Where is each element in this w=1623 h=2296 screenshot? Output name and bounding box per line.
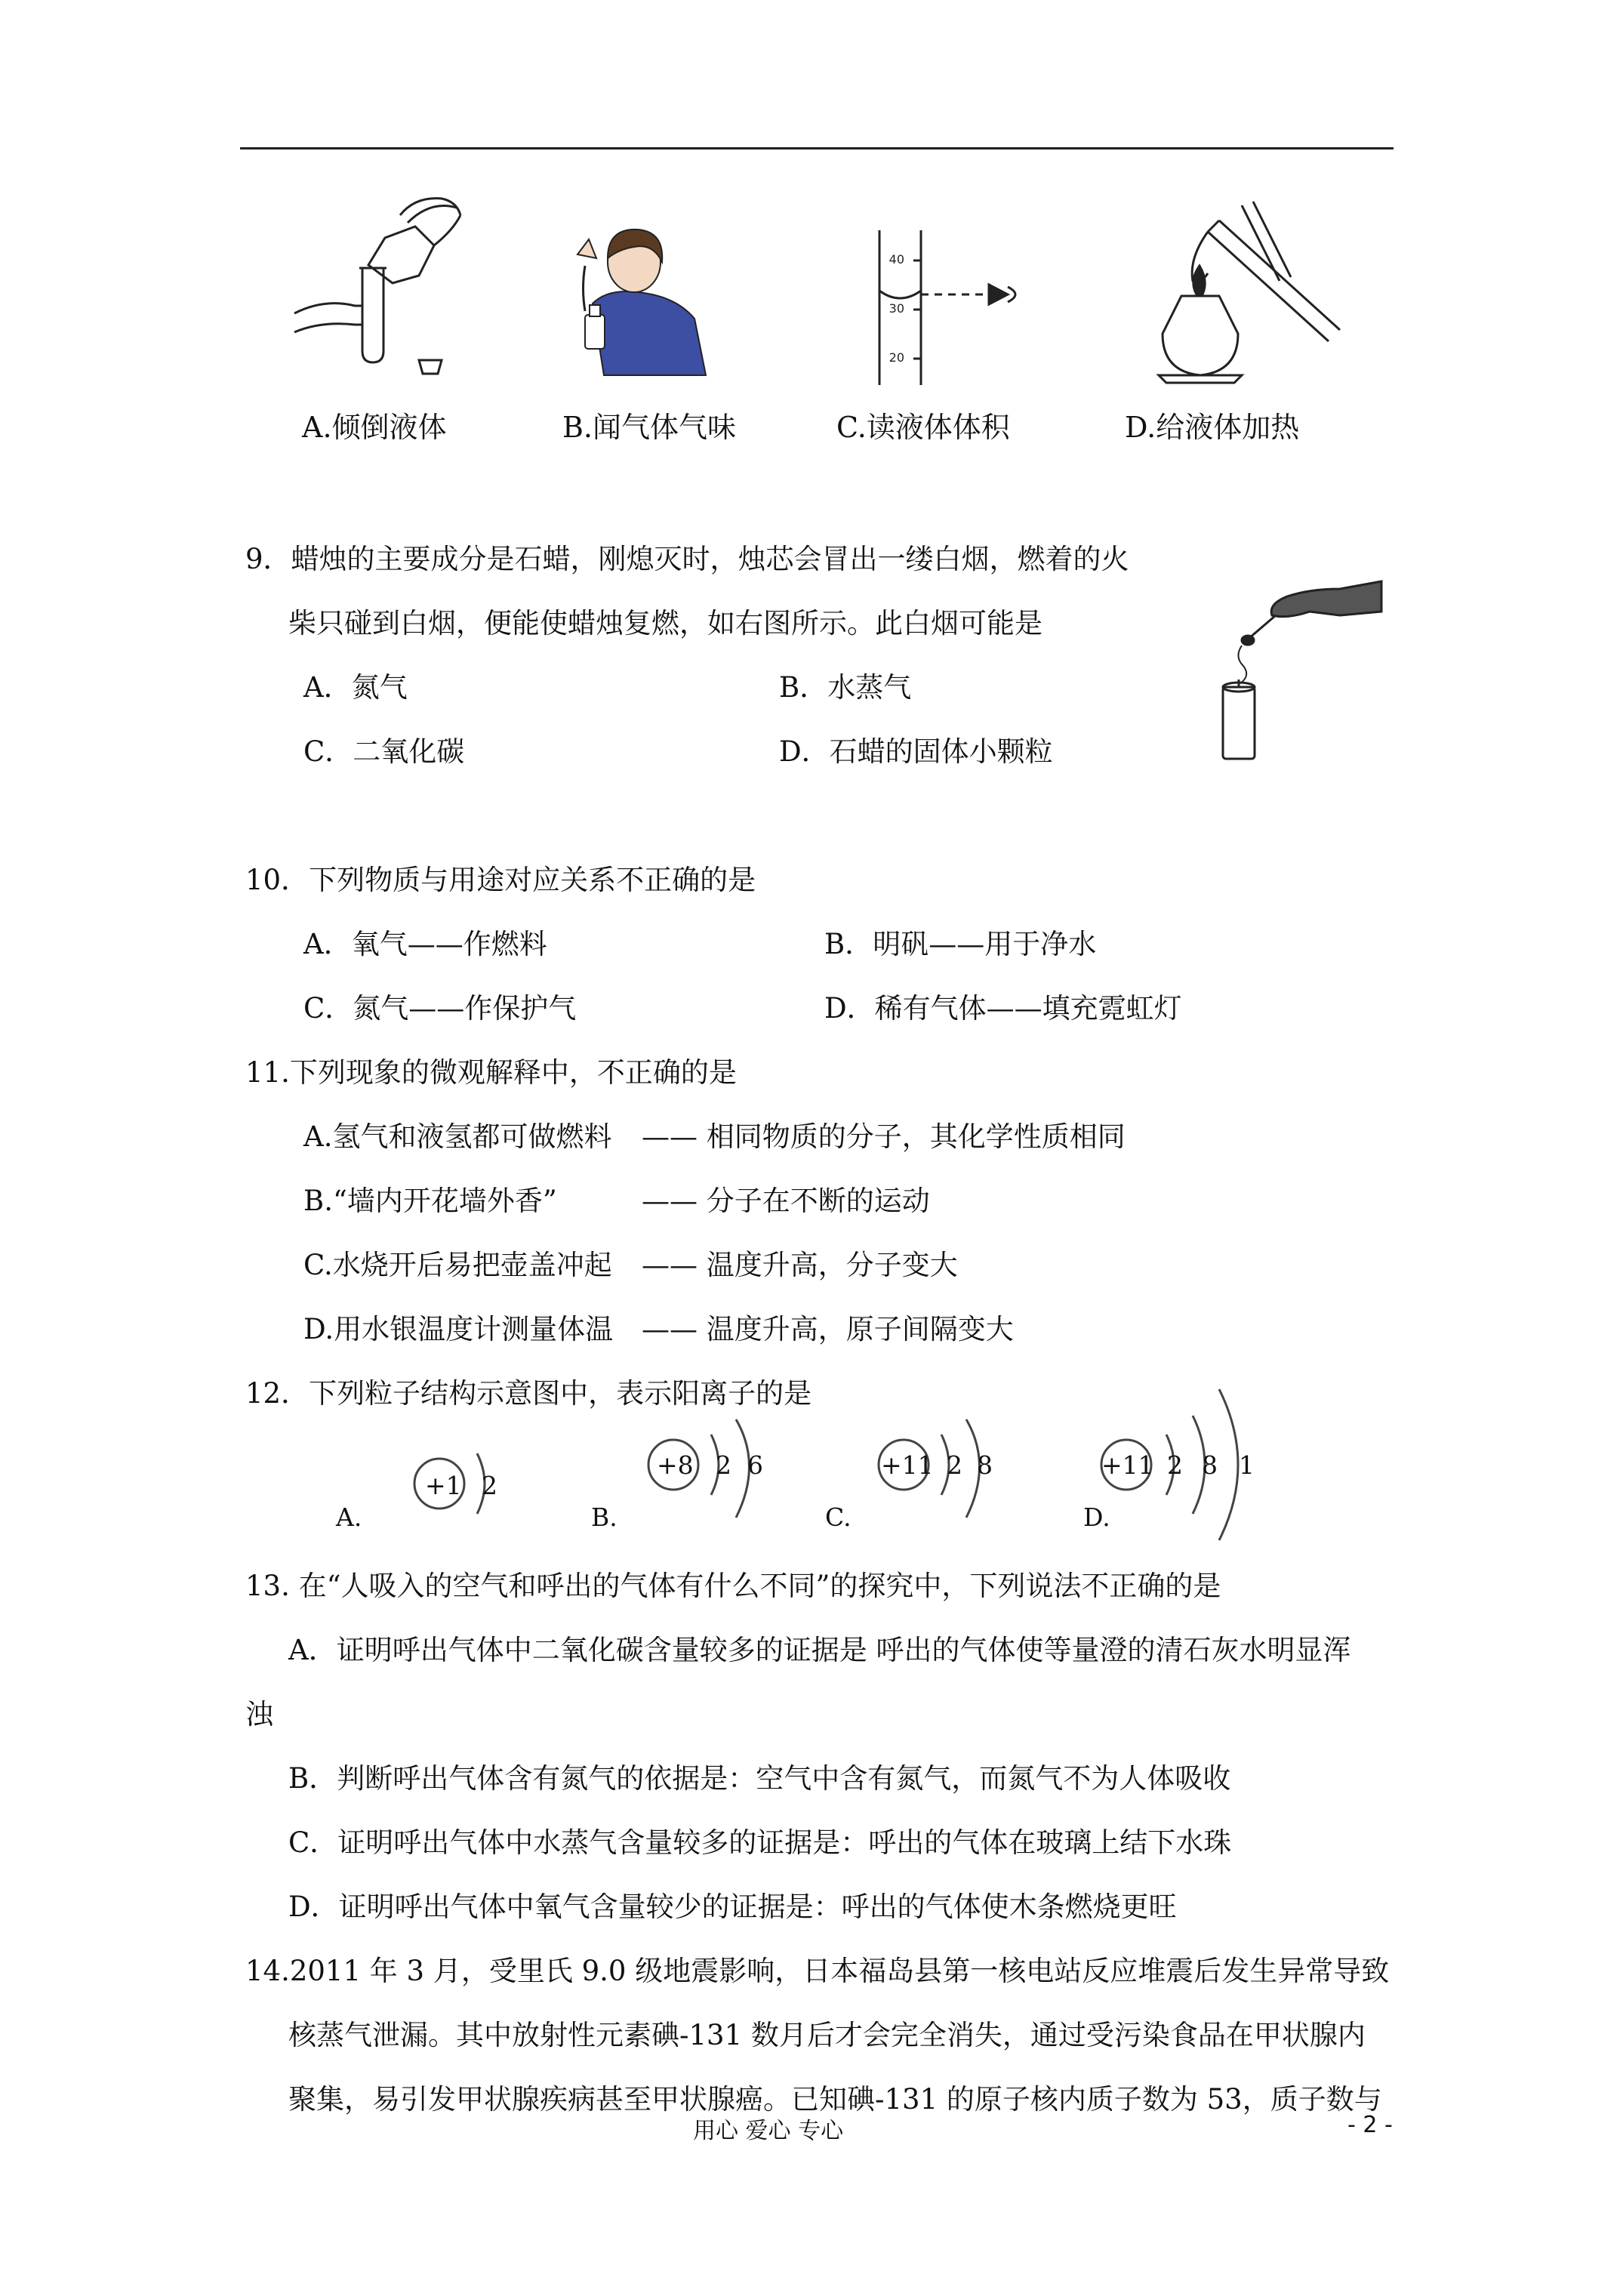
cylinder-tick-20: 20 bbox=[888, 350, 904, 365]
q11-option-b-explanation: —— 分子在不断的运动 bbox=[642, 1185, 930, 1217]
q10-stem: 10．下列物质与用途对应关系不正确的是 bbox=[245, 864, 756, 896]
q9-option-b: B．水蒸气 bbox=[779, 671, 912, 704]
atom-c-shell-1: 2 bbox=[947, 1450, 962, 1480]
page-number: - 2 - bbox=[1347, 2112, 1393, 2138]
q11-option-c-premise: C.水烧开后易把壶盖冲起 bbox=[303, 1249, 612, 1281]
q11-stem: 11.下列现象的微观解释中，不正确的是 bbox=[245, 1056, 737, 1089]
q8-option-a-label: A.倾倒液体 bbox=[302, 411, 447, 444]
atom-a-letter: A. bbox=[336, 1502, 362, 1532]
cylinder-tick-40: 40 bbox=[888, 252, 904, 267]
q8-option-d-label: D.给液体加热 bbox=[1125, 411, 1300, 444]
cylinder-tick-30: 30 bbox=[888, 301, 904, 316]
header-rule bbox=[240, 147, 1394, 149]
q11-option-d-premise: D.用水银温度计测量体温 bbox=[303, 1313, 614, 1345]
q14-line1: 14.2011 年 3 月，受里氏 9.0 级地震影响，日本福岛县第一核电站反应堆震后发生异常导致 bbox=[245, 1955, 1390, 1987]
smelling-gas-illustration bbox=[562, 220, 713, 386]
atom-d-shell-2: 8 bbox=[1202, 1450, 1218, 1480]
atom-c-shell-2: 8 bbox=[977, 1450, 993, 1480]
q13-option-a-line1: A．证明呼出气体中二氧化碳含量较多的证据是 呼出的气体使等量澄的清石灰水明显浑 bbox=[288, 1634, 1351, 1666]
q9-option-c: C．二氧化碳 bbox=[303, 735, 465, 768]
q10-option-d: D．稀有气体——填充霓虹灯 bbox=[824, 992, 1182, 1025]
atom-b-nucleus: +8 bbox=[657, 1450, 694, 1480]
atom-d-nucleus: +11 bbox=[1101, 1450, 1154, 1480]
q11-option-d-explanation: —— 温度升高，原子间隔变大 bbox=[642, 1313, 1014, 1345]
q11-option-a-explanation: —— 相同物质的分子，其化学性质相同 bbox=[642, 1120, 1126, 1153]
atom-d-shell-3: 1 bbox=[1239, 1450, 1255, 1480]
q8-option-b-label: B.闻气体气味 bbox=[562, 411, 737, 444]
q14-line3: 聚集，易引发甲状腺疾病甚至甲状腺癌。已知碘-131 的原子核内质子数为 53，质子数与 bbox=[288, 2083, 1382, 2116]
atom-b-shell-1: 2 bbox=[716, 1450, 731, 1480]
q9-stem-line1: 9．蜡烛的主要成分是石蜡，刚熄灭时，烛芯会冒出一缕白烟，燃着的火 bbox=[245, 543, 1129, 575]
candle-relight-illustration bbox=[1189, 574, 1385, 769]
q11-option-a-premise: A.氢气和液氢都可做燃料 bbox=[303, 1120, 612, 1153]
q11-option-c-explanation: —— 温度升高，分子变大 bbox=[642, 1249, 958, 1281]
q9-option-a: A．氮气 bbox=[303, 671, 408, 704]
q13-stem: 13. 在“人吸入的空气和呼出的气体有什么不同”的探究中，下列说法不正确的是 bbox=[245, 1570, 1221, 1602]
heating-liquid-illustration bbox=[1136, 198, 1347, 393]
q9-stem-line2: 柴只碰到白烟，便能使蜡烛复燃，如右图所示。此白烟可能是 bbox=[288, 607, 1042, 639]
reading-volume-illustration bbox=[876, 230, 1057, 392]
q10-option-a: A．氧气——作燃料 bbox=[303, 928, 547, 960]
atom-a-shell-1: 2 bbox=[482, 1471, 497, 1500]
atom-d-letter: D. bbox=[1083, 1502, 1110, 1532]
atom-d-shell-1: 2 bbox=[1167, 1450, 1183, 1480]
q12-stem: 12．下列粒子结构示意图中，表示阳离子的是 bbox=[245, 1377, 812, 1410]
atom-c-letter: C. bbox=[825, 1502, 852, 1532]
q13-option-c: C．证明呼出气体中水蒸气含量较多的证据是：呼出的气体在玻璃上结下水珠 bbox=[288, 1826, 1232, 1859]
atom-b-letter: B. bbox=[591, 1502, 617, 1532]
q10-option-c: C．氮气——作保护气 bbox=[303, 992, 577, 1025]
q9-option-d: D．石蜡的固体小颗粒 bbox=[779, 735, 1053, 768]
pouring-liquid-illustration bbox=[279, 193, 468, 388]
q13-option-d: D．证明呼出气体中氧气含量较少的证据是：呼出的气体使木条燃烧更旺 bbox=[288, 1891, 1177, 1923]
atom-c-nucleus: +11 bbox=[881, 1450, 934, 1480]
q11-option-b-premise: B.“墙内开花墙外香” bbox=[303, 1185, 557, 1217]
q13-option-b: B．判断呼出气体含有氮气的依据是：空气中含有氮气，而氮气不为人体吸收 bbox=[288, 1762, 1231, 1795]
atom-a-nucleus: +1 bbox=[425, 1471, 462, 1500]
q10-option-b: B．明矾——用于净水 bbox=[824, 928, 1097, 960]
q14-line2: 核蒸气泄漏。其中放射性元素碘-131 数月后才会完全消失，通过受污染食品在甲状腺内 bbox=[288, 2019, 1366, 2051]
footer-motto: 用心 爱心 专心 bbox=[693, 2118, 844, 2144]
atom-b-shell-2: 6 bbox=[747, 1450, 763, 1480]
q8-option-c-label: C.读液体体积 bbox=[836, 411, 1010, 444]
q13-option-a-line2: 浊 bbox=[245, 1698, 273, 1730]
